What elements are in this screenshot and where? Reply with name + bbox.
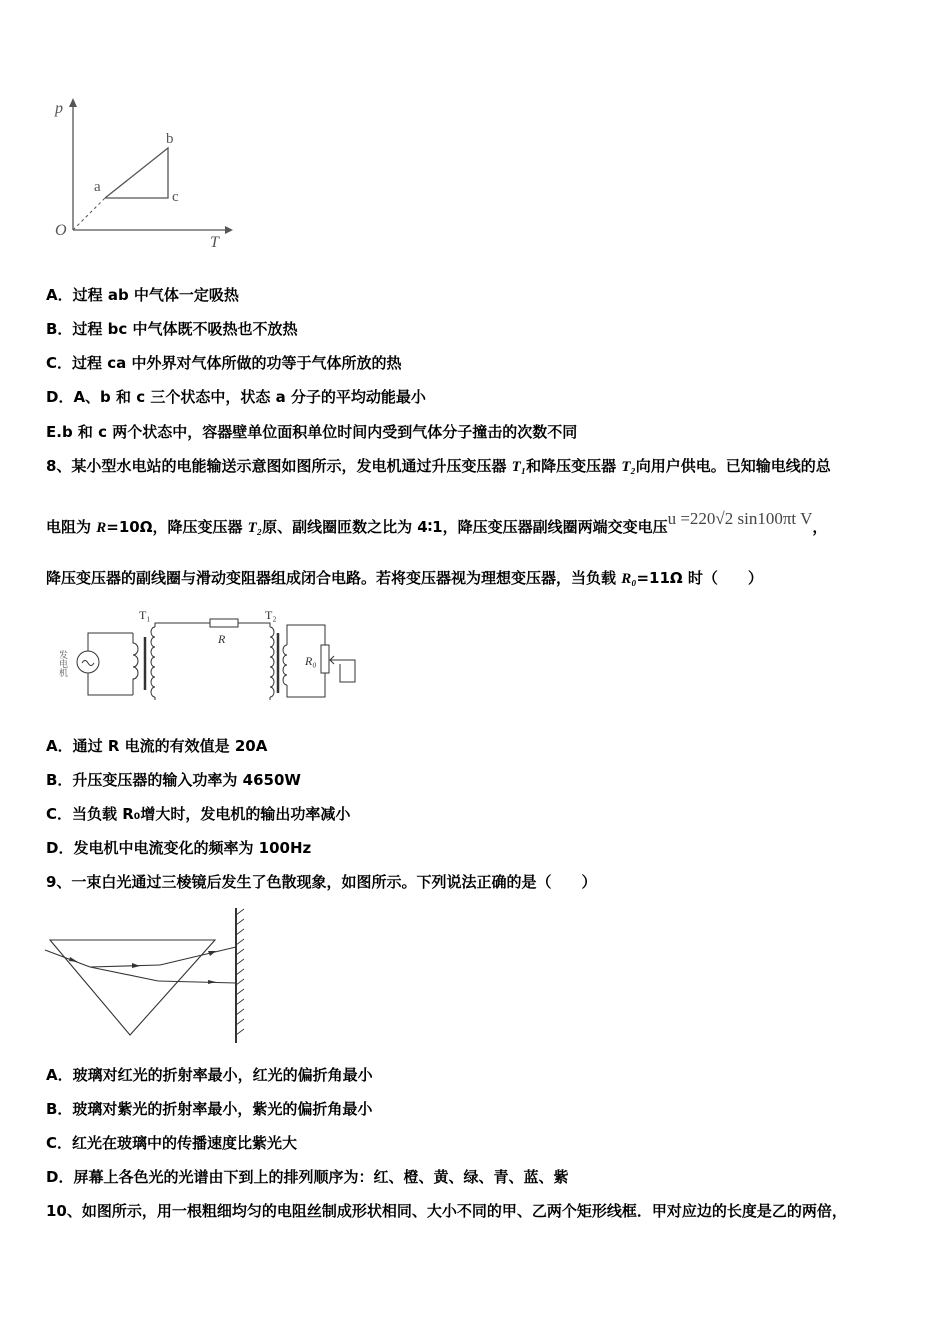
axis-t-label: T — [210, 234, 219, 250]
origin-label: O — [55, 222, 67, 239]
text: =10Ω，降压变压器 — [106, 518, 248, 536]
q7-option-e: E.b 和 c 两个状态中，容器壁单位面积单位时间内受到气体分子撞击的次数不同 — [46, 423, 578, 441]
text: 降压变压器的副线圈与滑动变阻器组成闭合电路。若将变压器视为理想变压器，当负载 — [46, 569, 622, 587]
text: 和降压变压器 — [526, 457, 622, 475]
r-label: R — [218, 632, 226, 646]
q9-stem: 9、一束白光通过三棱镜后发生了色散现象，如图所示。下列说法正确的是（ ） — [46, 873, 597, 891]
q8-stem-line3 — [46, 568, 763, 589]
q8-stem-line1 — [46, 456, 831, 477]
q9-option-a: A．玻璃对红光的折射率最小，红光的偏折角最小 — [46, 1066, 373, 1084]
point-a-label: a — [94, 179, 101, 195]
q7-option-a: A．过程 ab 中气体一定吸热 — [46, 286, 239, 304]
text: 原、副线圈匝数之比为 4∶1，降压变压器副线圈两端交变电压 — [262, 518, 668, 536]
symbol-t1: T₁ — [511, 459, 527, 475]
point-b-label: b — [166, 131, 174, 147]
q9-option-b: B．玻璃对紫光的折射率最小，紫光的偏折角最小 — [46, 1100, 373, 1118]
symbol-t2: T₂ — [247, 520, 263, 536]
voltage-formula: u =220√2 sin100πt V — [667, 509, 813, 528]
q9-option-c: C．红光在玻璃中的传播速度比紫光大 — [46, 1134, 298, 1152]
q8-option-d: D．发电机中电流变化的频率为 100Hz — [46, 839, 312, 857]
generator-label: 发电机 — [58, 650, 68, 677]
text: 电阻为 — [46, 518, 97, 536]
t2-label: T₂ — [265, 608, 277, 622]
text: =11Ω 时（ ） — [636, 569, 763, 587]
symbol-r: R — [96, 520, 107, 536]
t1-label: T₁ — [139, 608, 151, 622]
q8-option-a: A．通过 R 电流的有效值是 20A — [46, 737, 268, 755]
text: ， — [812, 518, 828, 536]
q8-option-c: C．当负载 R₀增大时，发电机的输出功率减小 — [46, 805, 351, 823]
transmission-circuit — [55, 605, 365, 700]
r0-label: R₀ — [305, 654, 317, 668]
q8-option-b: B．升压变压器的输入功率为 4650W — [46, 771, 301, 789]
q7-option-d: D．A、b 和 c 三个状态中，状态 a 分子的平均动能最小 — [46, 388, 426, 406]
axis-p-label: p — [55, 100, 63, 117]
text: 向用户供电。已知输电线的总 — [635, 457, 831, 475]
symbol-r0: R₀ — [621, 571, 637, 587]
q8-stem-line2 — [46, 509, 828, 538]
q10-stem: 10、如图所示，用一根粗细均匀的电阻丝制成形状相同、大小不同的甲、乙两个矩形线框．甲对应边的长度是乙的两倍， — [46, 1202, 847, 1220]
q9-option-d: D．屏幕上各色光的光谱由下到上的排列顺序为：红、橙、黄、绿、青、蓝、紫 — [46, 1168, 569, 1186]
prism-dispersion-figure — [40, 905, 255, 1047]
symbol-t2: T₂ — [621, 459, 636, 475]
point-c-label: c — [172, 189, 179, 205]
q7-option-c: C．过程 ca 中外界对气体所做的功等于气体所放的热 — [46, 354, 402, 372]
q7-option-b: B．过程 bc 中气体既不吸热也不放热 — [46, 320, 298, 338]
text: 8、某小型水电站的电能输送示意图如图所示，发电机通过升压变压器 — [46, 457, 512, 475]
p-t-graph — [45, 95, 235, 250]
